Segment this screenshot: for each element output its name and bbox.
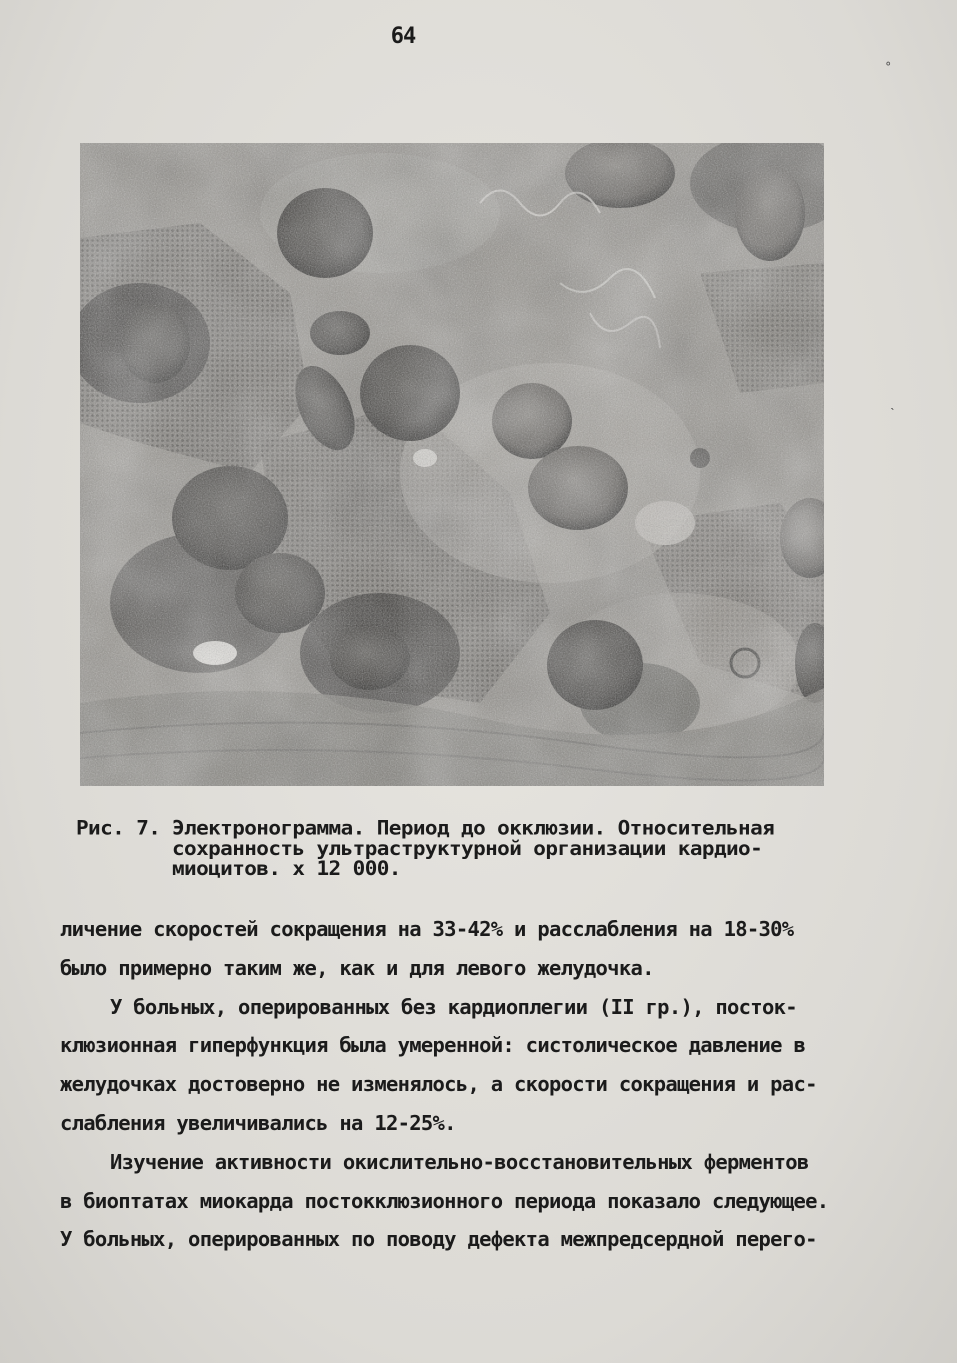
text-line: клюзионная гиперфункция была умеренной: систолическое давление в <box>60 1033 806 1058</box>
caption-text-1: Электронограмма. Период до окклюзии. Относительная <box>172 817 775 840</box>
micrograph-drawing <box>80 143 824 786</box>
text-line: в биоптатах миокарда постокклюзионного периода показало следующее. <box>60 1188 829 1213</box>
caption-line-1 <box>76 818 836 838</box>
electron-micrograph-image <box>80 143 824 786</box>
page-number: 64 <box>390 24 416 49</box>
body-text <box>60 910 890 1259</box>
text-line: У больных, оперированных по поводу дефекта межпредсердной перего- <box>60 1227 817 1252</box>
caption-prefix: Рис. 7. <box>76 817 161 840</box>
text-line: слабления увеличивались на 12-25%. <box>60 1110 456 1135</box>
text-line: Изучение активности окислительно-восстановительных ферментов <box>110 1149 809 1174</box>
edge-mark: ˴ <box>890 400 899 416</box>
edge-mark: ˚ <box>884 62 893 78</box>
caption-line-2: сохранность ультраструктурной организации кардио- <box>172 837 763 860</box>
figure-caption <box>76 818 836 879</box>
text-line: желудочках достоверно не изменялось, а скорости сокращения и рас- <box>60 1072 817 1097</box>
text-line: личение скоростей сокращения на 33-42% и расслабления на 18-30% <box>60 917 794 941</box>
caption-line-3: миоцитов. х 12 000. <box>172 857 401 880</box>
text-line: было примерно таким же, как и для левого желудочка. <box>60 955 654 980</box>
text-line: У больных, оперированных без кардиоплегии (II гр.), посток- <box>110 994 797 1019</box>
